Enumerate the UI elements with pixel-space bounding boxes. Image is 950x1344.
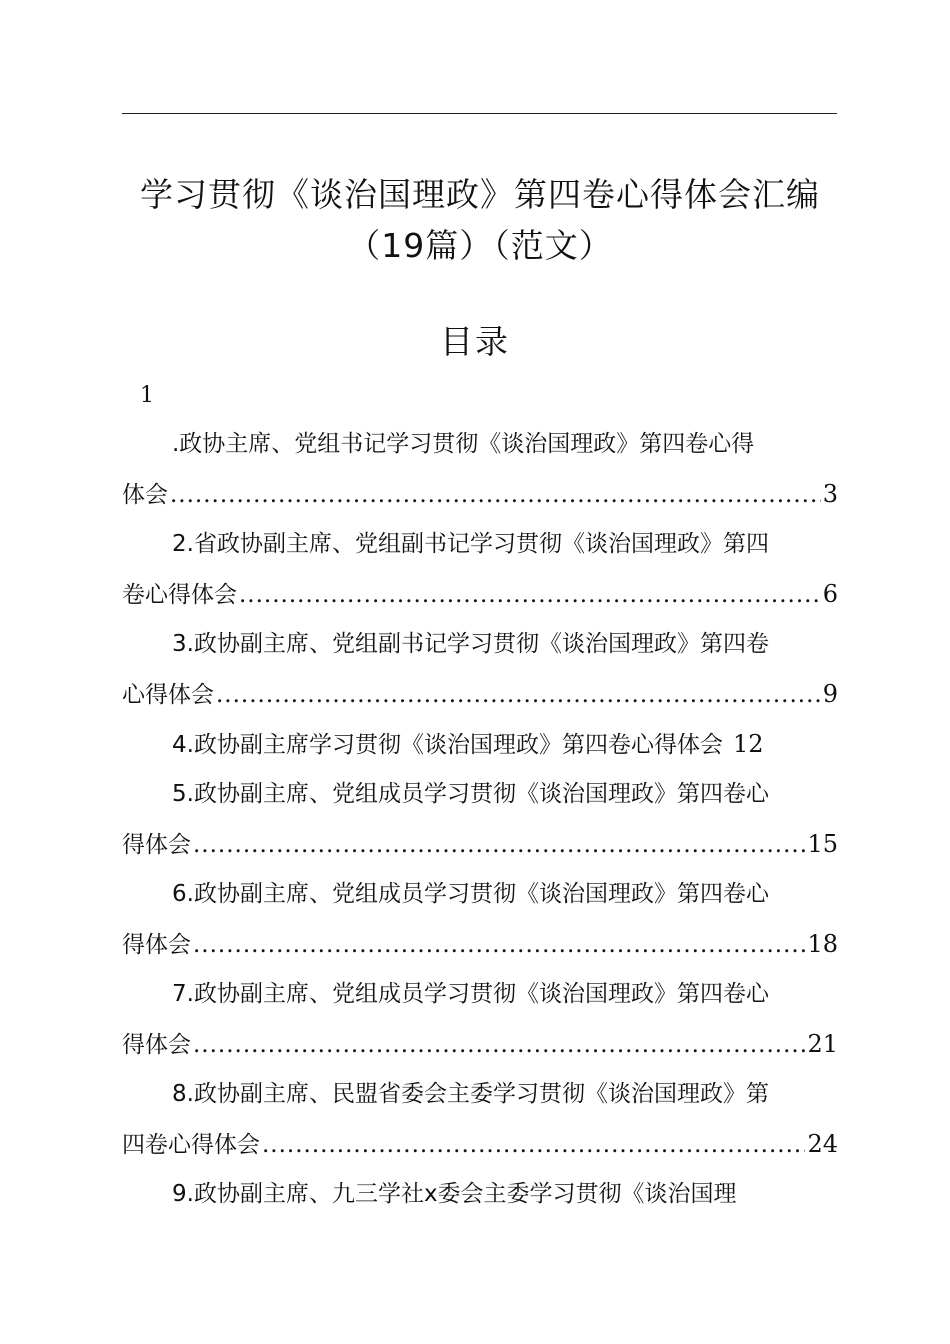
stray-page-number: 1 xyxy=(140,383,154,408)
toc-entry-1[interactable] xyxy=(122,419,838,519)
toc-entry-text: 4.政协副主席学习贯彻《谈治国理政》第四卷心得体会 xyxy=(172,732,723,758)
dot-leader xyxy=(193,820,805,869)
toc-entry-text-cont: 心得体会 xyxy=(122,682,214,708)
toc-entry-text: 6.政协副主席、党组成员学习贯彻《谈治国理政》第四卷心 xyxy=(172,881,769,907)
toc-entry-text-cont: 体会 xyxy=(122,482,168,508)
toc-page-number: 9 xyxy=(822,680,838,708)
toc-page-number: 24 xyxy=(807,1130,838,1158)
toc-page-number: 12 xyxy=(732,730,764,758)
toc-entry-text: 9.政协副主席、九三学社x委会主委学习贯彻《谈治国理 xyxy=(172,1181,737,1207)
toc-entry-text-cont: 得体会 xyxy=(122,1032,191,1058)
toc-entry-text: 8.政协副主席、民盟省委会主委学习贯彻《谈治国理政》第 xyxy=(172,1081,769,1107)
toc-page-number: 6 xyxy=(822,580,838,608)
dot-leader xyxy=(262,1120,805,1169)
header-rule xyxy=(122,113,837,114)
dot-leader xyxy=(193,1020,805,1069)
toc-entry-2[interactable] xyxy=(122,519,838,619)
dot-leader xyxy=(170,470,821,519)
toc-page-number: 15 xyxy=(807,830,838,858)
toc-page-number: 18 xyxy=(807,930,838,958)
toc-entry-text: .政协主席、党组书记学习贯彻《谈治国理政》第四卷心得 xyxy=(172,431,755,457)
toc-entry-text: 5.政协副主席、党组成员学习贯彻《谈治国理政》第四卷心 xyxy=(172,781,769,807)
toc-entry-3[interactable] xyxy=(122,619,838,719)
dot-leader xyxy=(216,670,821,719)
toc-heading: 目录 xyxy=(440,322,510,361)
toc-entry-7[interactable] xyxy=(122,969,838,1069)
toc-entry-6[interactable] xyxy=(122,869,838,969)
toc-entry-text-cont: 得体会 xyxy=(122,932,191,958)
document-title-line-2: （19篇）（范文） xyxy=(347,226,613,265)
toc-page-number: 21 xyxy=(807,1030,838,1058)
dot-leader xyxy=(239,570,821,619)
toc-page-number: 3 xyxy=(822,480,838,508)
toc-entry-8[interactable] xyxy=(122,1069,838,1169)
toc-entry-text-cont: 四卷心得体会 xyxy=(122,1132,260,1158)
toc-entry-text: 2.省政协副主席、党组副书记学习贯彻《谈治国理政》第四 xyxy=(172,531,769,557)
toc-entry-text: 3.政协副主席、党组副书记学习贯彻《谈治国理政》第四卷 xyxy=(172,631,769,657)
toc-entry-5[interactable] xyxy=(122,769,838,869)
toc-entry-4[interactable] xyxy=(122,719,838,769)
toc-entry-9[interactable] xyxy=(122,1169,838,1219)
toc-entry-text: 7.政协副主席、党组成员学习贯彻《谈治国理政》第四卷心 xyxy=(172,981,769,1007)
toc-entry-text-cont: 卷心得体会 xyxy=(122,582,237,608)
document-title-line-1: 学习贯彻《谈治国理政》第四卷心得体会汇编 xyxy=(140,175,820,214)
dot-leader xyxy=(193,920,805,969)
toc-entry-text-cont: 得体会 xyxy=(122,832,191,858)
